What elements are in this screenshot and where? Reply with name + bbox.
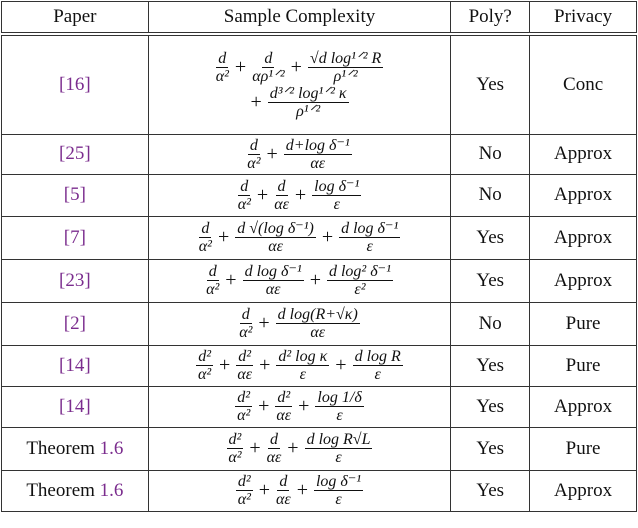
sample-complexity-cell	[148, 386, 451, 427]
denominator: ρ¹ᐟ²	[333, 67, 358, 85]
fraction	[238, 178, 251, 213]
plus-operator: +	[259, 354, 271, 376]
denominator: αε	[276, 407, 292, 424]
numerator: d	[249, 136, 258, 154]
table-row	[2, 259, 637, 302]
formula-line	[149, 306, 451, 341]
numerator: d³ᐟ² log¹ᐟ² κ	[269, 84, 347, 102]
fraction	[276, 306, 360, 341]
numerator: √d log¹ᐟ² R	[309, 49, 382, 67]
denominator: αε	[275, 491, 291, 508]
numerator: log δ⁻¹	[315, 473, 362, 490]
privacy-cell: Approx	[530, 470, 637, 511]
denominator: αε	[310, 324, 326, 341]
header-paper: Paper	[2, 2, 149, 35]
denominator: αε	[310, 154, 326, 172]
numerator: d²	[237, 389, 251, 406]
fraction	[305, 431, 373, 466]
plus-operator: +	[266, 142, 278, 165]
citation-link[interactable]: 1.6	[99, 437, 124, 459]
denominator: ε	[374, 366, 381, 383]
formula-line	[149, 137, 451, 172]
paper-cell	[2, 470, 149, 511]
denominator: α²	[228, 449, 242, 466]
numerator: d	[241, 306, 250, 323]
paper-cell	[2, 259, 149, 302]
fraction	[267, 431, 282, 466]
numerator: d²	[238, 348, 252, 365]
header-row	[2, 2, 637, 35]
denominator: ε	[335, 491, 342, 508]
fraction	[276, 348, 329, 383]
plus-operator: +	[217, 226, 230, 248]
denominator: ε	[335, 449, 342, 466]
formula-line	[149, 473, 451, 508]
numerator: d	[277, 177, 286, 195]
denominator: α²	[237, 407, 251, 424]
paper-cell	[2, 174, 149, 216]
formula-line	[149, 85, 451, 120]
citation-link[interactable]: 1.6	[99, 479, 124, 501]
paper-cell	[2, 386, 149, 427]
privacy-cell: Approx	[530, 386, 637, 427]
privacy-cell: Pure	[530, 345, 637, 386]
poly-cell: Yes	[451, 386, 530, 427]
numerator: d² log κ	[278, 348, 328, 365]
formula-line	[149, 220, 451, 255]
numerator: d	[269, 431, 278, 448]
denominator: αε	[268, 238, 283, 255]
table-row	[2, 386, 637, 427]
plus-operator: +	[298, 395, 310, 417]
fraction	[284, 137, 352, 172]
paper-cell	[2, 345, 149, 386]
citation-link[interactable]: [23]	[59, 269, 91, 291]
fraction	[227, 431, 244, 466]
denominator: αε	[266, 449, 282, 466]
denominator: ε	[299, 366, 306, 383]
sample-complexity-cell	[148, 427, 451, 470]
sample-complexity-cell	[148, 34, 451, 134]
citation-link[interactable]: [14]	[59, 354, 91, 376]
denominator: α²	[237, 491, 251, 508]
poly-cell: No	[451, 134, 530, 174]
privacy-cell: Conc	[530, 34, 637, 134]
header-poly: Poly?	[451, 2, 530, 35]
denominator: ε	[333, 195, 340, 213]
numerator: d²	[198, 348, 212, 365]
poly-cell: Yes	[451, 216, 530, 259]
paper-cell	[2, 34, 149, 134]
numerator: d log(R+√κ)	[277, 306, 358, 323]
numerator: d	[264, 49, 273, 67]
sample-complexity-cell	[148, 174, 451, 216]
theorem-label: Theorem	[26, 479, 100, 501]
denominator: ρ¹ᐟ²	[296, 102, 321, 120]
paper-cell	[2, 134, 149, 174]
poly-cell: Yes	[451, 427, 530, 470]
fraction	[235, 389, 252, 424]
plus-operator: +	[249, 437, 261, 459]
fraction	[275, 389, 292, 424]
fraction	[312, 178, 361, 213]
plus-operator: +	[335, 354, 347, 376]
plus-operator: +	[219, 354, 231, 376]
fraction	[199, 220, 212, 255]
sample-complexity-cell	[148, 216, 451, 259]
plus-operator: +	[309, 269, 321, 291]
fraction	[196, 348, 213, 383]
numerator: d²	[237, 473, 251, 490]
numerator: log δ⁻¹	[314, 177, 360, 195]
privacy-cell: Approx	[530, 134, 637, 174]
privacy-cell: Pure	[530, 427, 637, 470]
header-privacy: Privacy	[530, 2, 637, 35]
fraction	[236, 473, 253, 508]
denominator: α²	[237, 195, 251, 213]
numerator: d	[201, 220, 210, 237]
fraction	[314, 473, 363, 508]
numerator: d+log δ⁻¹	[285, 136, 350, 154]
denominator: α²	[215, 67, 229, 85]
formula-line	[149, 348, 451, 383]
fraction	[327, 263, 393, 298]
fraction	[339, 220, 400, 255]
numerator: d	[240, 177, 249, 195]
numerator: d log² δ⁻¹	[328, 263, 391, 280]
plus-operator: +	[296, 479, 308, 501]
denominator: ε	[336, 407, 343, 424]
table-row	[2, 427, 637, 470]
poly-cell: No	[451, 174, 530, 216]
formula-line	[149, 389, 451, 424]
formula-line	[149, 431, 451, 466]
plus-operator: +	[321, 226, 334, 248]
plus-operator: +	[258, 395, 270, 417]
denominator: ε	[366, 238, 373, 255]
privacy-cell: Pure	[530, 302, 637, 345]
poly-cell: Yes	[451, 470, 530, 511]
numerator: log 1/δ	[317, 389, 362, 406]
table-row	[2, 345, 637, 386]
fraction	[353, 348, 403, 383]
formula-line	[149, 263, 451, 298]
citation-link[interactable]: [5]	[63, 184, 86, 205]
denominator: α²	[198, 366, 212, 383]
sample-complexity-cell	[148, 345, 451, 386]
plus-operator: +	[234, 55, 247, 78]
numerator: d	[279, 473, 288, 490]
numerator: d log δ⁻¹	[341, 220, 399, 237]
numerator: d²	[228, 431, 242, 448]
plus-operator: +	[258, 479, 270, 501]
fraction	[308, 50, 383, 85]
sample-complexity-cell	[148, 302, 451, 345]
sample-complexity-cell	[148, 470, 451, 511]
theorem-label: Theorem	[26, 437, 100, 459]
fraction	[239, 306, 252, 341]
fraction	[274, 178, 289, 213]
paper-cell	[2, 302, 149, 345]
comparison-table	[1, 1, 637, 512]
table-row	[2, 134, 637, 174]
denominator: αρ¹ᐟ²	[252, 67, 285, 85]
denominator: α²	[198, 238, 212, 255]
formula-line	[149, 178, 451, 213]
paper-cell	[2, 216, 149, 259]
fraction	[235, 220, 316, 255]
numerator: d log δ⁻¹	[244, 263, 302, 280]
table-row	[2, 174, 637, 216]
fraction	[268, 85, 349, 120]
fraction	[236, 348, 253, 383]
plus-operator: +	[294, 183, 307, 206]
privacy-cell: Approx	[530, 216, 637, 259]
denominator: α²	[247, 154, 261, 172]
poly-cell: Yes	[451, 259, 530, 302]
poly-cell: Yes	[451, 345, 530, 386]
numerator: d	[218, 49, 227, 67]
numerator: d	[208, 263, 217, 280]
denominator: α²	[239, 324, 253, 341]
table-row	[2, 34, 637, 134]
citation-link[interactable]: [2]	[63, 312, 86, 334]
paper-cell	[2, 427, 149, 470]
formula-line	[149, 50, 451, 85]
denominator: αε	[265, 281, 281, 298]
poly-cell: No	[451, 302, 530, 345]
denominator: αε	[237, 366, 253, 383]
plus-operator: +	[225, 269, 237, 291]
plus-operator: +	[287, 437, 299, 459]
fraction	[247, 137, 260, 172]
numerator: d √(log δ⁻¹)	[237, 220, 314, 237]
citation-link[interactable]: [25]	[59, 143, 91, 164]
citation-link[interactable]: [16]	[59, 73, 91, 95]
fraction	[206, 263, 219, 298]
fraction	[276, 473, 291, 508]
citation-link[interactable]: [14]	[59, 395, 91, 417]
sample-complexity-cell	[148, 134, 451, 174]
fraction	[252, 50, 284, 85]
citation-link[interactable]: [7]	[63, 226, 86, 248]
denominator: ε²	[354, 281, 366, 298]
plus-operator: +	[250, 90, 262, 113]
privacy-cell: Approx	[530, 259, 637, 302]
fraction	[315, 389, 363, 424]
numerator: d²	[277, 389, 291, 406]
numerator: d log R	[354, 348, 401, 365]
denominator: αε	[274, 195, 289, 213]
plus-operator: +	[258, 312, 270, 334]
poly-cell: Yes	[451, 34, 530, 134]
table-row	[2, 216, 637, 259]
header-sample-complexity: Sample Complexity	[148, 2, 451, 35]
table-row	[2, 302, 637, 345]
plus-operator: +	[290, 55, 302, 78]
fraction	[216, 50, 229, 85]
privacy-cell: Approx	[530, 174, 637, 216]
plus-operator: +	[256, 183, 269, 206]
table-row	[2, 470, 637, 511]
fraction	[243, 263, 304, 298]
sample-complexity-cell	[148, 259, 451, 302]
denominator: α²	[206, 281, 220, 298]
numerator: d log R√L	[306, 431, 371, 448]
